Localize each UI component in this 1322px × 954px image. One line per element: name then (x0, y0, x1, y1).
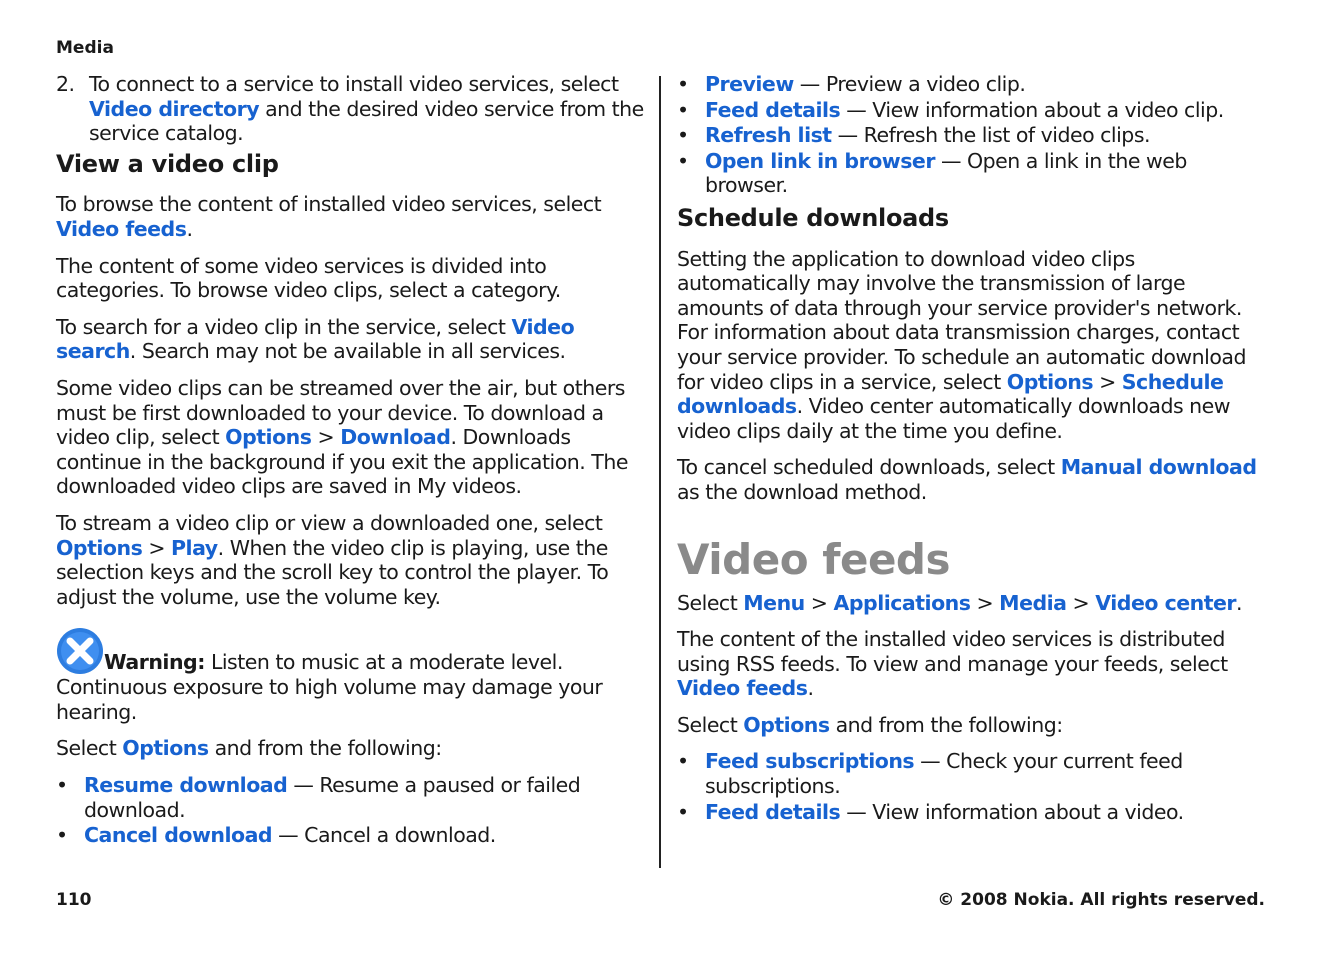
step-number: 2. (56, 72, 75, 96)
warning-note (56, 627, 646, 724)
text: and from the following: (829, 712, 1063, 737)
text: To search for a video clip in the service, select (56, 314, 512, 339)
keyword-play: Play (171, 535, 218, 560)
warning-text: Listen to music at a moderate level. Continuous exposure to high volume may damage your hearing. (56, 650, 603, 724)
keyword-feed-subscriptions: Feed subscriptions (705, 749, 915, 774)
paragraph-schedule (677, 247, 1267, 444)
list-item (56, 773, 646, 822)
numbered-step (56, 72, 646, 146)
bullet: • (56, 773, 68, 798)
text: Select (677, 712, 744, 737)
text: . Search may not be available in all services. (129, 339, 566, 364)
bullet: • (677, 799, 689, 824)
item-description: — Preview a video clip. (793, 72, 1026, 96)
bullet: • (677, 97, 689, 122)
page-number: 110 (56, 890, 92, 910)
paragraph-search (56, 315, 646, 364)
text: The content of the installed video services is distributed using RSS feeds. To view and manage your feeds, select (677, 627, 1228, 676)
bullet: • (677, 749, 689, 774)
text: To cancel scheduled downloads, select (677, 455, 1061, 480)
item-description: — Check your current feed subscriptions. (705, 749, 1183, 799)
bullet: • (56, 823, 68, 848)
copyright-notice: © 2008 Nokia. All rights reserved. (937, 890, 1265, 910)
keyword-options: Options (56, 535, 143, 560)
item-description: — View information about a video clip. (840, 97, 1224, 122)
keyword-options: Options (1006, 369, 1094, 394)
keyword-video-feeds: Video feeds (56, 216, 187, 241)
keyword-resume-download: Resume download (84, 773, 288, 798)
keyword-menu: Menu (743, 590, 805, 615)
chapter-title-video-feeds: Video feeds (677, 534, 950, 584)
keyword-preview: Preview (705, 72, 794, 96)
step-text (89, 72, 646, 146)
paragraph-download (56, 376, 646, 499)
section-heading-view-video-clip: View a video clip (56, 149, 279, 178)
text: . When the video clip is playing, use the selection keys and the scroll key to control the player. To adjust the volume, use the volume key. (56, 535, 609, 609)
keyword-feed-details: Feed details (705, 97, 841, 122)
paragraph-menu-path (677, 591, 1267, 616)
menu-separator: > (970, 590, 1000, 615)
bullet: • (677, 123, 689, 148)
left-column (56, 72, 646, 856)
keyword-cancel-download: Cancel download (84, 823, 273, 848)
text: . (807, 676, 814, 701)
keyword-video-search: Video search (56, 314, 575, 364)
keyword-video-feeds: Video feeds (677, 676, 808, 701)
column-divider (659, 76, 661, 868)
text: To browse the content of installed video services, select (56, 192, 602, 217)
bullet: • (677, 72, 689, 96)
warning-x-icon (56, 627, 104, 675)
list-item (677, 98, 1267, 123)
keyword-manual-download: Manual download (1060, 455, 1257, 480)
keyword-options: Options (743, 712, 830, 737)
keyword-applications: Applications (833, 590, 971, 615)
keyword-schedule-downloads: Schedule downloads (677, 369, 1224, 419)
text: Some video clips can be streamed over the air, but others must be first downloaded to your device. To download a video clip, select (56, 375, 625, 450)
list-item (677, 800, 1267, 825)
keyword-video-directory: Video directory (89, 96, 260, 121)
item-description: — Refresh the list of video clips. (831, 123, 1151, 148)
menu-separator: > (142, 535, 172, 560)
section-heading-schedule-downloads: Schedule downloads (677, 203, 949, 232)
text: Setting the application to download video clips automatically may involve the transmission of large amounts of data through your service provider's network. For information about data transmission charges, contact your service provider. To schedule an automatic download for video clips in a service, select (677, 246, 1246, 394)
paragraph-select-options (56, 736, 646, 761)
warning-label: Warning: (104, 650, 205, 675)
paragraph-categories: The content of some video services is divided into categories. To browse video clips, select a category. (56, 253, 561, 303)
item-description: — Open a link in the web browser. (705, 148, 1187, 198)
paragraph-cancel-scheduled (677, 455, 1267, 504)
paragraph-select-options (677, 713, 1267, 738)
text: To stream a video clip or view a downloaded one, select (56, 510, 603, 535)
menu-separator: > (311, 425, 341, 450)
text: Select (56, 736, 123, 761)
item-description: — Cancel a download. (272, 823, 496, 848)
text: and from the following: (208, 736, 442, 761)
text: . Video center automatically downloads new video clips daily at the time you define. (677, 394, 1231, 443)
right-column (677, 72, 1267, 832)
bullet: • (677, 148, 689, 173)
keyword-refresh-list: Refresh list (705, 123, 832, 148)
item-description: — Resume a paused or failed download. (84, 773, 581, 822)
keyword-open-link: Open link in browser (705, 148, 935, 173)
keyword-video-center: Video center (1095, 590, 1237, 615)
list-item (677, 149, 1267, 198)
text: . (186, 216, 193, 241)
step-text-post: and the desired video service from the service catalog. (89, 96, 644, 146)
item-description: — View information about a video. (840, 799, 1184, 824)
keyword-options: Options (225, 425, 312, 450)
text: Select (677, 590, 744, 615)
text: . Downloads continue in the background if you exit the application. The downloaded video clips are saved in My videos. (56, 425, 628, 499)
list-item (677, 749, 1267, 798)
list-item (677, 72, 1267, 97)
menu-separator: > (1093, 369, 1122, 394)
step-text-pre: To connect to a service to install video services, select (89, 72, 619, 96)
list-item (677, 123, 1267, 148)
keyword-download: Download (340, 425, 451, 450)
keyword-options: Options (122, 736, 209, 761)
running-header: Media (56, 38, 114, 58)
text: as the download method. (677, 479, 927, 504)
keyword-feed-details: Feed details (705, 799, 841, 824)
feed-options-list (677, 749, 1267, 824)
keyword-media: Media (999, 590, 1067, 615)
paragraph-stream (56, 511, 646, 609)
menu-separator: > (804, 590, 834, 615)
text: . (1236, 590, 1243, 615)
clip-options-list (677, 72, 1267, 198)
options-list (56, 773, 646, 848)
list-item (56, 823, 646, 848)
menu-separator: > (1066, 590, 1096, 615)
paragraph-rss (677, 627, 1267, 701)
paragraph-browse (56, 192, 646, 241)
